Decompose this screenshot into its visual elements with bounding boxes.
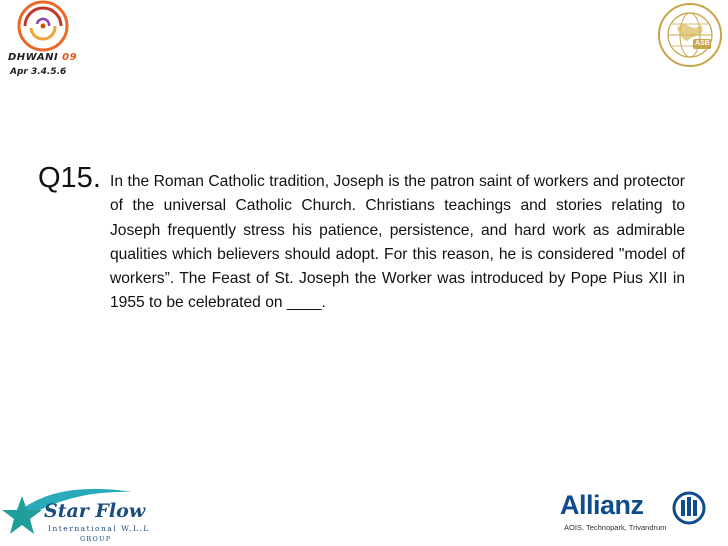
- swirl-emblem-icon: [14, 0, 72, 52]
- starflow-brand: Star Flow: [44, 500, 146, 522]
- question-text: In the Roman Catholic tradition, Joseph is the patron saint of workers and protector of the universal Catholic Church. Christians teachings and stories relating to Joseph frequently stress his patience, persistence, and hard work as admirable qualities which believers should adopt. For this reason, he is considered "model of workers”. The Feast of St. Joseph the Worker was introduced by Pope Pius XII in 1955 to be celebrated on ____.: [110, 173, 685, 312]
- seal-text: ASB: [695, 40, 710, 47]
- eagle-emblem-icon: [672, 491, 706, 525]
- globe-seal-icon: [657, 2, 723, 68]
- event-logo-name: DHWANI 09: [8, 52, 78, 63]
- asb-seal: [657, 2, 723, 68]
- event-logo-dates: Apr 3.4.5.6: [10, 67, 67, 77]
- star-icon: [0, 494, 44, 538]
- allianz-brand: Allianz: [560, 490, 644, 520]
- allianz-address: AOIS, Technopark, Trivandrum: [564, 523, 667, 532]
- starflow-subtitle: International W.L.L: [48, 524, 150, 533]
- allianz-logo: [560, 490, 720, 540]
- dhwani-logo: [8, 0, 76, 88]
- starflow-group: GROUP: [80, 535, 112, 543]
- starflow-logo: [0, 486, 150, 546]
- question-number: Q15.: [38, 162, 101, 194]
